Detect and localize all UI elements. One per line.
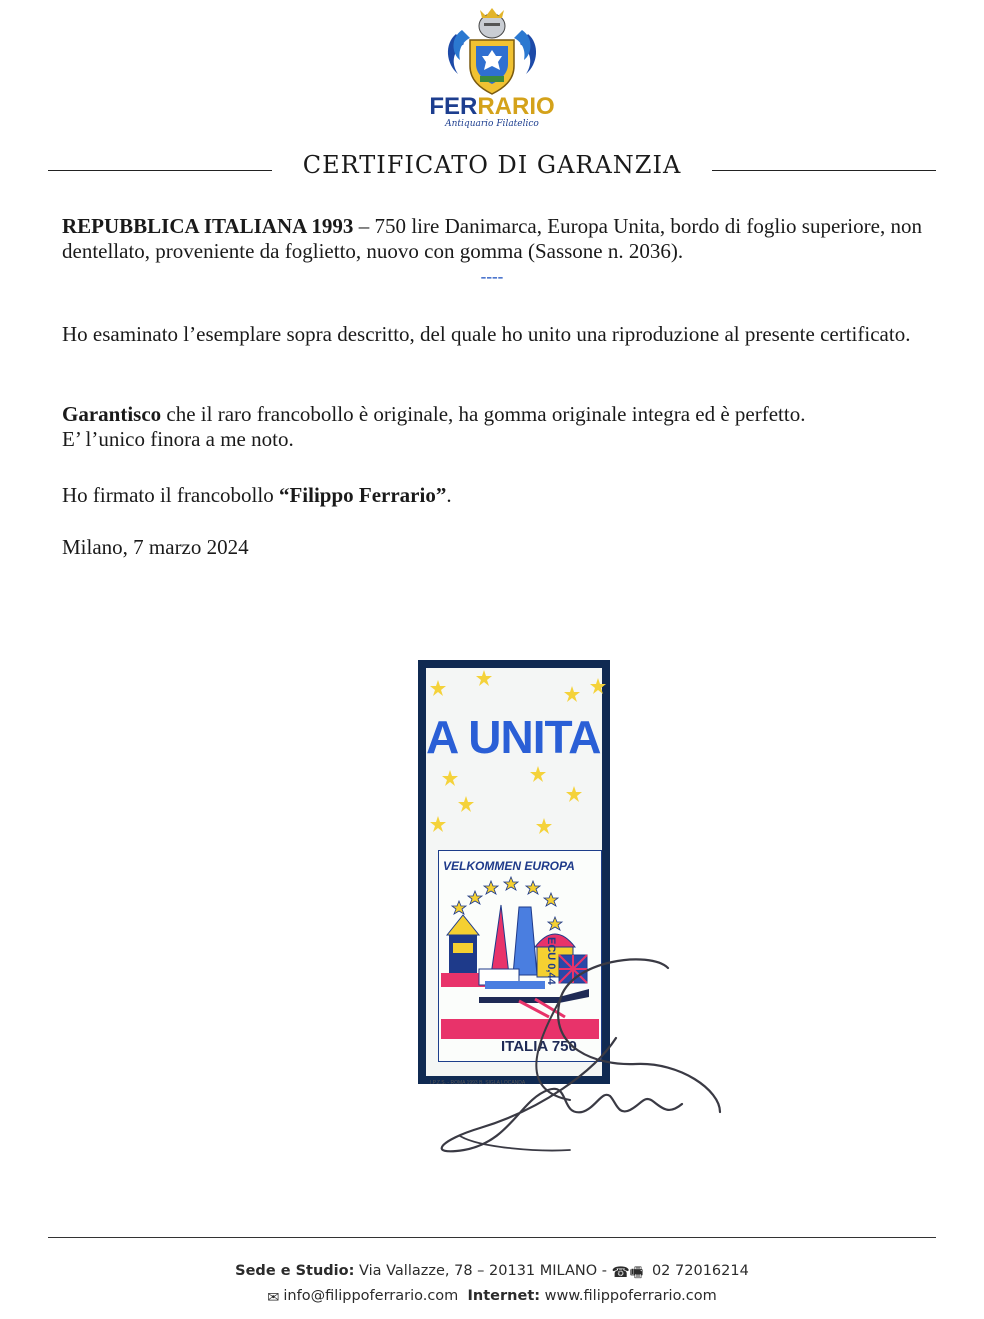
handwritten-signature [420,940,730,1160]
title-rule-right [712,170,936,171]
footer-phone: 02 72016214 [647,1263,749,1279]
footer-contact-line [0,1286,984,1308]
signed-name: “Filippo Ferrario” [278,483,447,507]
description-text: – 750 lire Danimarca, Europa Unita, bordo di foglio superiore, non dentellato, proveniente da foglietto, nuovo con gomma (Sassone n. 2036). [62,214,922,263]
footer-website[interactable]: www.filippoferrario.com [540,1288,717,1304]
stamp-ecu-value: ECU 0,44 [545,937,557,985]
guarantee-text: che il raro francobollo è originale, ha gomma originale integra ed è perfetto. [161,402,806,426]
footer-address-line [0,1261,984,1283]
footer-sede-label: Sede e Studio: [235,1263,355,1279]
stamp-heading: VELKOMMEN EUROPA [443,859,575,873]
brand-name-part1: FER [429,93,478,120]
ferrario-crest-logo [440,4,544,102]
footer-address: Via Vallazze, 78 – 20131 MILANO - [354,1263,612,1279]
guarantee-lead: Garantisco [62,402,162,426]
signed-paragraph [62,483,922,508]
stamp-country-value: ITALIA 750 [501,1038,577,1055]
title-rule-left [48,170,272,171]
stamp-description [62,214,922,264]
brand-name-part2: RARIO [477,93,555,120]
signed-prefix: Ho firmato il francobollo [62,483,279,507]
signed-suffix: . [446,483,452,507]
certificate-title: CERTIFICATO DI GARANZIA [302,151,682,179]
brand-subtitle: Antiquario Filatelico [445,119,539,129]
guarantee-paragraph [62,402,922,452]
brand-name [392,94,592,120]
phone-fax-icon: ☎🖷 [611,1265,644,1281]
footer-email[interactable]: info@filippoferrario.com [283,1288,459,1304]
description-lead: REPUBBLICA ITALIANA 1993 [62,214,354,238]
footer-internet-label: Internet: [467,1288,541,1304]
certificate-title-row [48,150,936,180]
stamp-banner-text: A UNITA [426,711,601,763]
envelope-icon: ✉ [267,1290,280,1306]
footer-rule [48,1237,936,1238]
stamp-imprint: I.P.Z.S. - ROMA 1993 B. SIGLA LOCANDA [430,1080,526,1086]
place-date: Milano, 7 marzo 2024 [62,535,249,559]
guarantee-line2: E’ l’unico finora a me noto. [62,427,294,451]
separator: ---- [480,267,504,286]
examined-paragraph: Ho esaminato l’esemplare sopra descritto, del quale ho unito una riproduzione al presente certificato. [62,322,911,346]
